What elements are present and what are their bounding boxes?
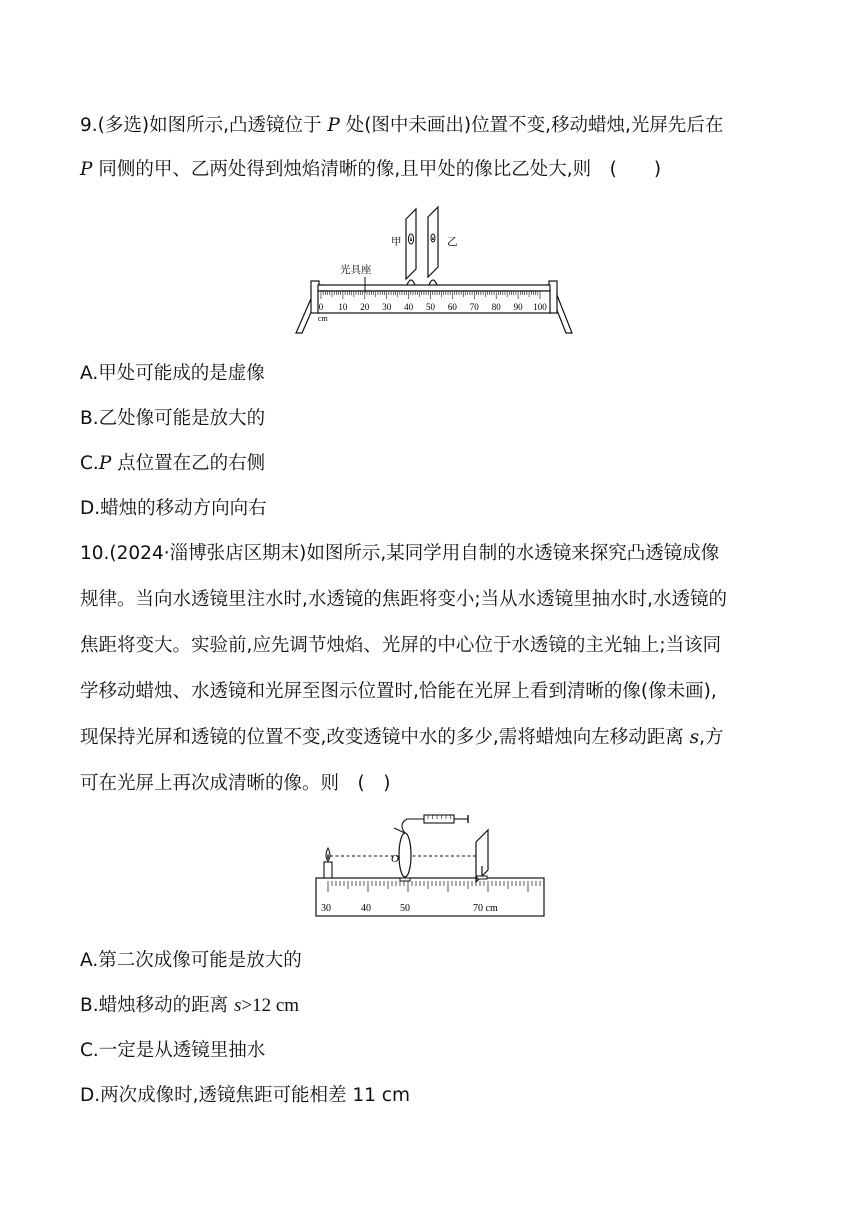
q9-stem-line-1	[80, 114, 723, 138]
q9-option-a[interactable]	[80, 362, 265, 386]
q10-stem-line-6	[80, 772, 390, 796]
water-tube	[402, 819, 424, 833]
q10-stem-text: 规律。当向水透镜里注水时,水透镜的焦距将变小;当从水透镜里抽水时,水透镜的	[80, 589, 727, 610]
q9-option-c[interactable]	[80, 452, 265, 476]
q9-option-b[interactable]	[80, 407, 265, 431]
q10-stem-text: 可在光屏上再次成清晰的像。则 ( )	[80, 773, 391, 794]
option-text: 点位置在乙的右侧	[111, 453, 266, 474]
q9-stem-line-2	[80, 158, 661, 182]
scale-tick-label: 30	[382, 302, 392, 312]
q9-option-d[interactable]	[80, 497, 267, 521]
q10-option-c[interactable]	[80, 1039, 265, 1063]
q10-water-lens-figure	[312, 810, 550, 920]
scale-tick-label: 80	[491, 302, 501, 312]
q10-stem-line-2	[80, 588, 727, 612]
bench-rail	[318, 285, 550, 291]
unit-label: cm	[318, 314, 328, 323]
point-p-label: P	[327, 115, 340, 136]
syringe-barrel	[424, 815, 454, 823]
q9-optical-bench-figure	[290, 205, 580, 337]
option-text: D.蜡烛的移动方向向右	[80, 498, 267, 519]
q10-stem-line-5	[80, 726, 724, 750]
bench-label: 光具座	[340, 265, 372, 276]
lens-base	[400, 878, 410, 881]
scale-tick-label: 0	[318, 302, 324, 312]
option-text: A.第二次成像可能是放大的	[80, 950, 302, 971]
option-text: B.乙处像可能是放大的	[80, 408, 266, 429]
ruler-tick-label: 30	[321, 903, 331, 914]
q10-stem-line-3	[80, 634, 721, 658]
candle	[324, 862, 332, 878]
option-text: >12 cm	[241, 995, 300, 1016]
option-text: C.一定是从透镜里抽水	[80, 1040, 266, 1061]
holder-jia	[407, 280, 415, 285]
q9-stem-text: 同侧的甲、乙两处得到烛焰清晰的像,且甲处的像比乙处大,则 ( )	[92, 159, 662, 180]
q9-stem-text: 9.(多选)如图所示,凸透镜位于	[80, 115, 328, 136]
q10-option-d[interactable]	[80, 1084, 410, 1108]
ruler	[316, 878, 544, 916]
scale-tick-label: 20	[360, 302, 370, 312]
ruler-tick-label: 70 cm	[473, 903, 498, 914]
option-text: A.甲处可能成的是虚像	[80, 363, 265, 384]
label-yi: 乙	[447, 237, 458, 248]
scale-tick-label: 60	[447, 302, 457, 312]
option-text: C.	[80, 453, 99, 474]
optical-center-label: O	[391, 853, 399, 865]
option-text: D.两次成像时,透镜焦距可能相差 11 cm	[80, 1085, 411, 1106]
q10-stem-text: 焦距将变大。实验前,应先调节烛焰、光屏的中心位于水透镜的主光轴上;当该同	[80, 635, 722, 656]
point-p-label: P	[98, 453, 112, 474]
scale-tick-label: 70	[469, 302, 479, 312]
distance-s-label: s	[689, 727, 700, 748]
ruler-tick-label: 50	[400, 903, 410, 914]
water-lens	[399, 833, 411, 877]
q10-option-b[interactable]	[80, 994, 299, 1018]
distance-s-label: s	[233, 995, 242, 1016]
q10-stem-text: 10.(2024·淄博张店区期末)如图所示,某同学用自制的水透镜来探究凸透镜成像	[80, 543, 720, 564]
label-jia: 甲	[391, 237, 402, 248]
scale-tick-label: 10	[338, 302, 348, 312]
scale-tick-label: 100	[533, 302, 547, 312]
q10-stem-text: 学移动蜡烛、水透镜和光屏至图示位置时,恰能在光屏上看到清晰的像(像未画),	[80, 681, 717, 702]
scale-tick-label: 50	[426, 302, 435, 312]
q10-stem-line-1	[80, 542, 719, 566]
option-text: B.蜡烛移动的距离	[80, 995, 234, 1016]
q10-stem-text: 现保持光屏和透镜的位置不变,改变透镜中水的多少,需将蜡烛向左移动距离	[80, 727, 690, 748]
holder-yi	[429, 280, 437, 285]
point-p-label: P	[80, 159, 93, 180]
screen-base	[477, 876, 487, 879]
q10-stem-text: ,方	[699, 727, 724, 748]
ruler-tick-label: 40	[361, 903, 371, 914]
q9-stem-text: 处(图中未画出)位置不变,移动蜡烛,光屏先后在	[339, 115, 724, 136]
scale-tick-label: 40	[404, 302, 414, 312]
q10-option-a[interactable]	[80, 949, 302, 973]
q10-stem-line-4	[80, 680, 717, 704]
scale-tick-label: 90	[513, 302, 523, 312]
